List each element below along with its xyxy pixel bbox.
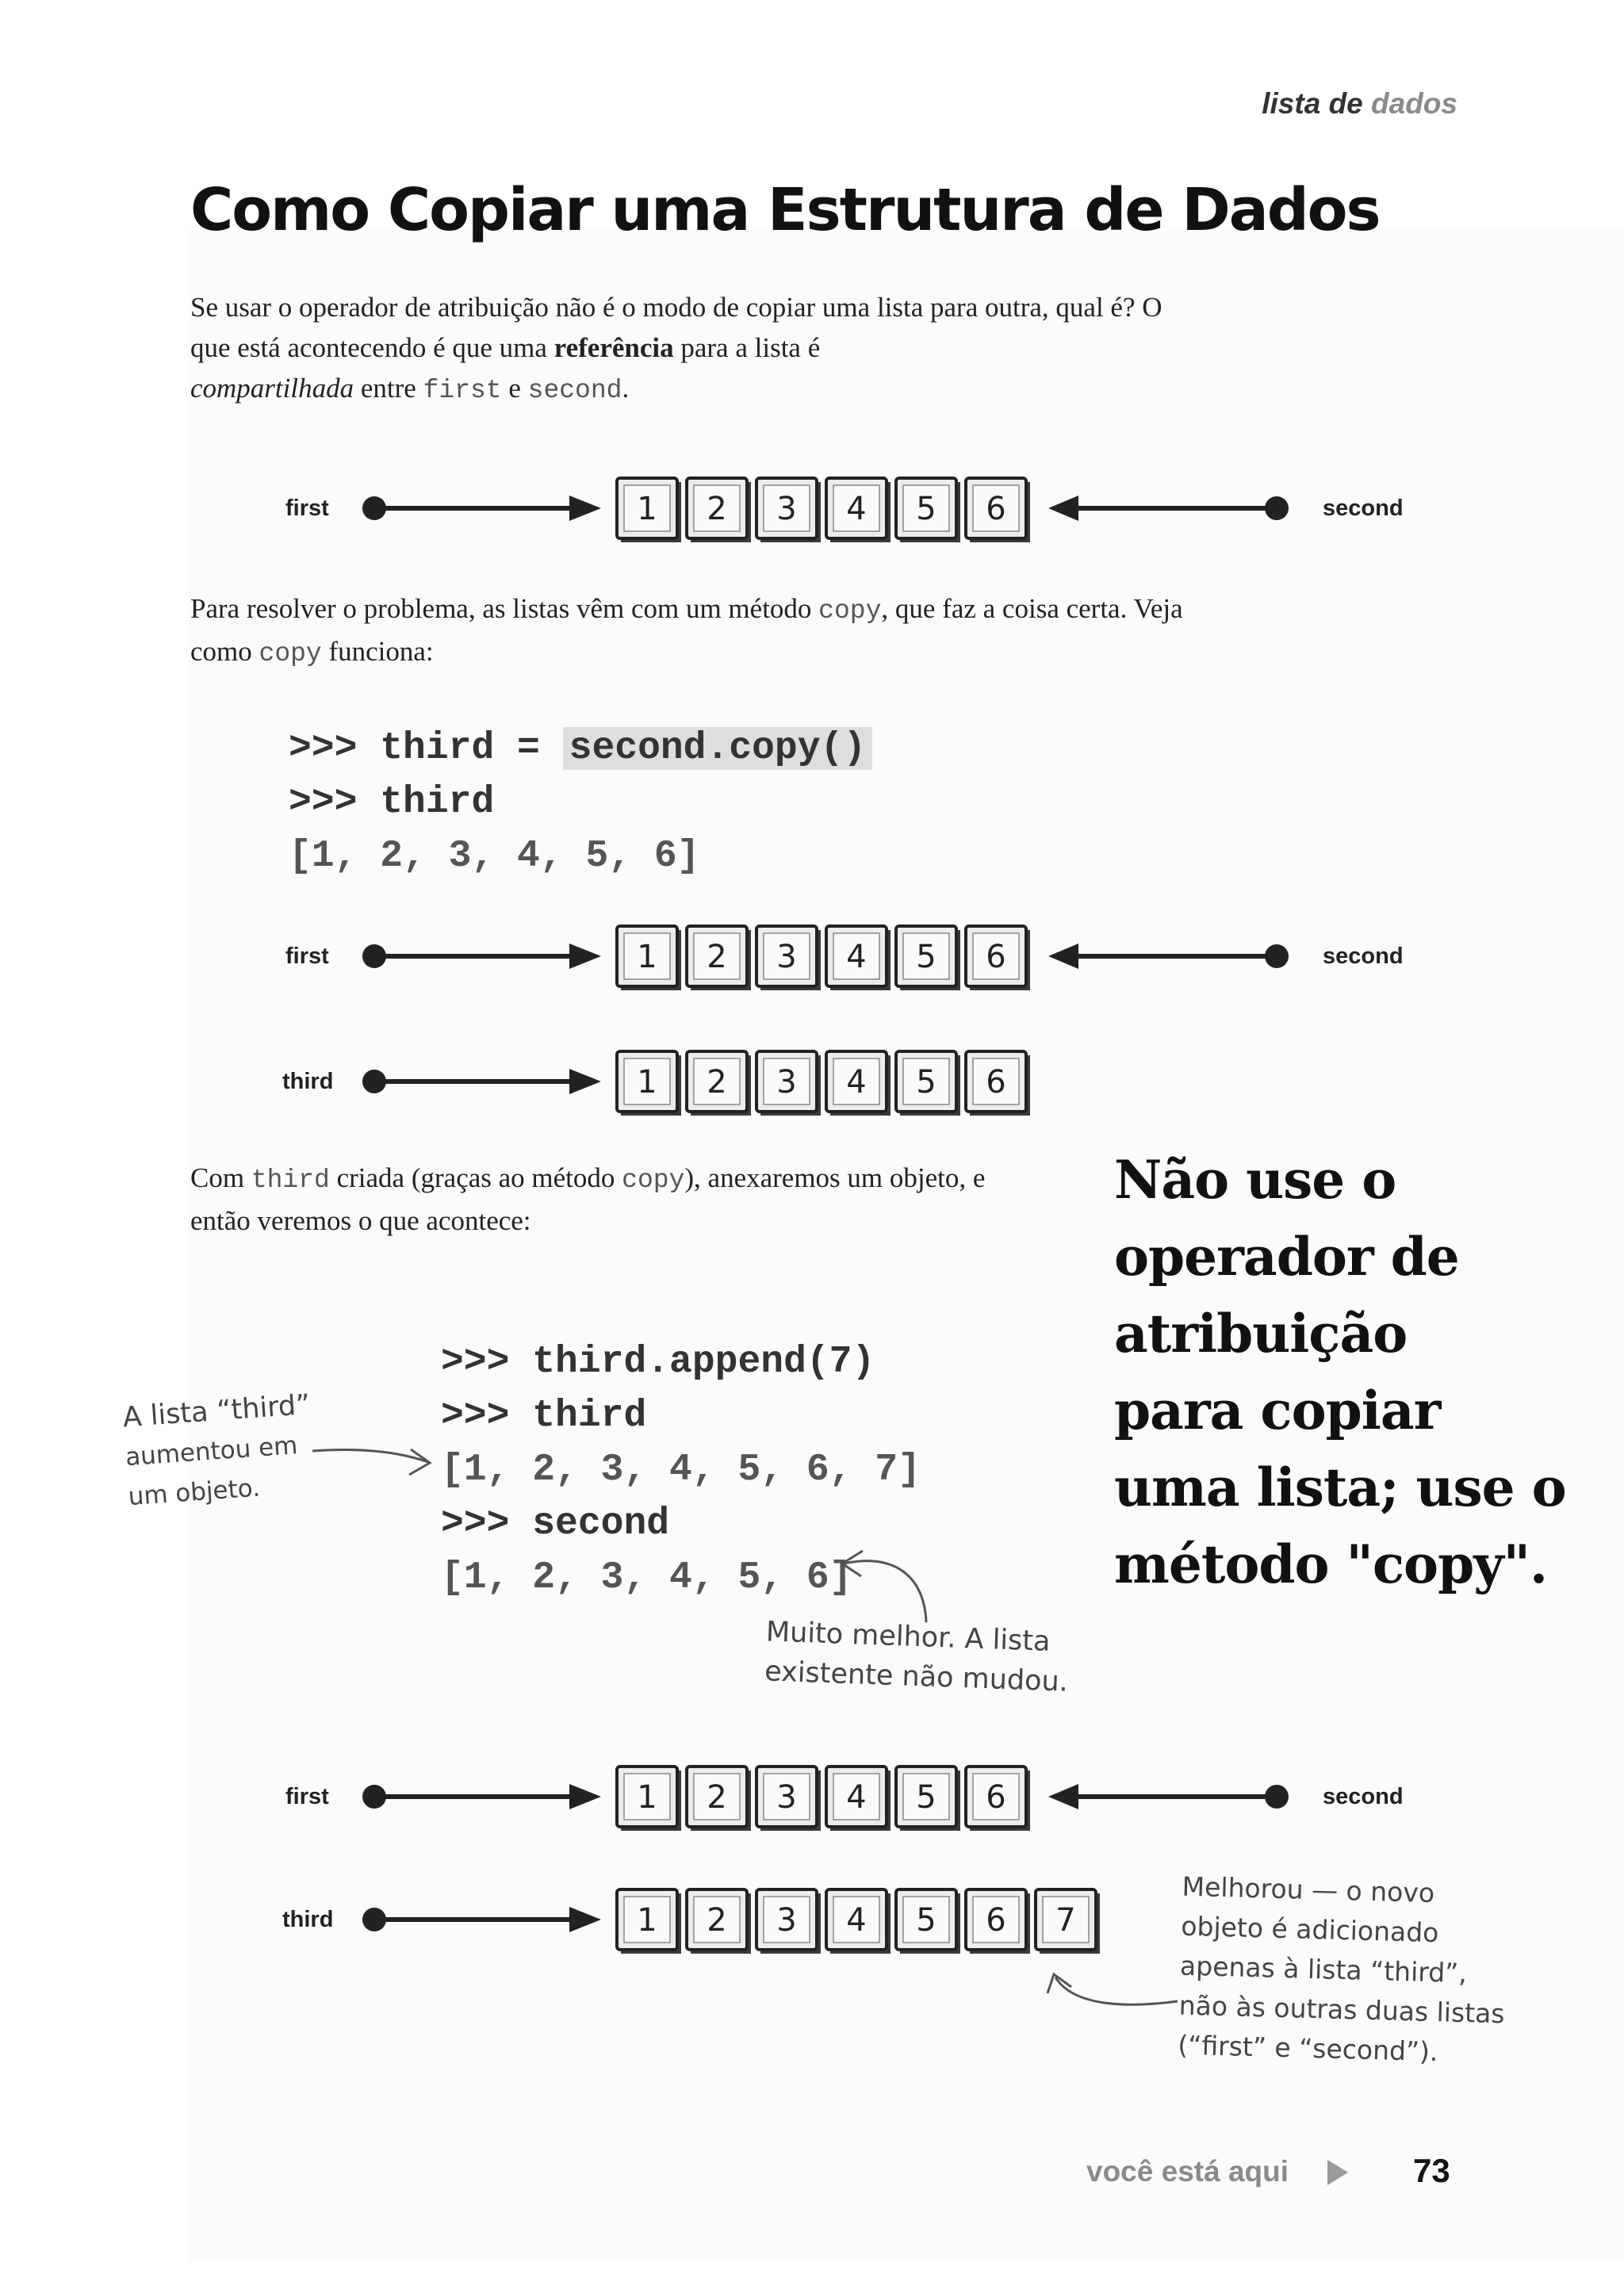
callout-line: operador de	[1114, 1226, 1459, 1288]
list-cell	[966, 1767, 1030, 1831]
list-cell-value: 2	[707, 939, 727, 975]
list-cell-value: 2	[707, 491, 727, 527]
list-cell	[617, 478, 681, 542]
second-pointer-dot	[1265, 496, 1289, 520]
list-cell	[826, 1889, 891, 1954]
list-cell-value: 4	[846, 939, 867, 975]
note-better	[1178, 1867, 1508, 2074]
list-cell	[966, 1051, 1030, 1116]
list-cell-value: 5	[916, 939, 936, 975]
intro-text-5: .	[622, 373, 630, 404]
list-cell-value: 4	[846, 491, 867, 527]
list-cell	[617, 1767, 681, 1831]
highlighted-copy-call: second.copy()	[563, 727, 872, 770]
append-code-1: third	[251, 1166, 330, 1195]
intro-paragraph	[190, 287, 1174, 411]
callout-line: para copiar	[1114, 1380, 1441, 1441]
note-line: apenas à lista “third”,	[1179, 1950, 1468, 1989]
third-arrow-head	[569, 1069, 601, 1094]
list-cell	[756, 478, 821, 542]
list-cell-value: 1	[637, 1064, 657, 1101]
list-cell	[756, 1051, 821, 1116]
list-cell	[826, 926, 891, 990]
list-cell-value: 2	[707, 1902, 727, 1939]
list-cell	[896, 1889, 960, 1954]
intro-bold-term: referência	[553, 332, 674, 363]
diagram-after-append-shared	[270, 1760, 1443, 1839]
note-line: não às outras duas listas	[1178, 1989, 1506, 2030]
second-pointer-dot	[1265, 1785, 1289, 1809]
append-paragraph	[190, 1158, 1047, 1241]
label-third: third	[282, 1069, 334, 1094]
append-text-1: Com	[190, 1162, 245, 1193]
label-first: first	[285, 1784, 329, 1809]
intro-text-1: Se usar o operador de atribuição não é o modo de copiar uma lista para outra, qual é? O que está acontecendo é que uma	[190, 292, 1162, 363]
first-arrow-head	[569, 944, 601, 969]
list-cell	[966, 926, 1030, 990]
list-cell	[966, 478, 1030, 542]
code-line: >>> third.append(7)	[441, 1341, 875, 1384]
list-cell-value: 6	[986, 1902, 1006, 1939]
list-cell	[826, 1051, 891, 1116]
intro-text-2: para a lista é	[680, 332, 821, 363]
note-existing-unchanged	[764, 1612, 1070, 1702]
list-cell-value: 3	[776, 1064, 797, 1101]
first-arrow-head	[569, 496, 601, 521]
list-cell-value: 3	[776, 1779, 797, 1816]
list-cell-value: 1	[637, 1779, 657, 1816]
copy-text-3: funciona:	[328, 636, 434, 667]
label-first: first	[285, 944, 329, 969]
note-line: aumentou em	[124, 1431, 299, 1472]
list-cell	[617, 1889, 681, 1954]
list-cell	[687, 1051, 751, 1116]
note-line: A lista “third”	[121, 1388, 312, 1434]
label-third: third	[282, 1907, 334, 1932]
list-cell-value: 1	[637, 939, 657, 975]
diagram-shared-list	[270, 472, 1443, 551]
header-section-dark: lista de	[1262, 87, 1363, 120]
list-cell	[826, 1767, 891, 1831]
code-line: >>> third	[289, 781, 495, 824]
list-cell	[617, 1051, 681, 1116]
list-cell	[896, 926, 960, 990]
note-line: existente não mudou.	[764, 1656, 1069, 1698]
label-second: second	[1323, 1784, 1404, 1809]
list-cell-value: 6	[986, 939, 1006, 975]
list-cell-value: 1	[637, 491, 657, 527]
callout-line: atribuição	[1114, 1303, 1408, 1365]
list-cell-value: 6	[986, 1064, 1006, 1101]
list-cell	[687, 1889, 751, 1954]
list-cell	[1036, 1889, 1100, 1954]
list-cell-value: 5	[916, 1064, 936, 1101]
note-arrow-bottom	[1043, 1958, 1182, 2022]
list-cell-value: 5	[916, 491, 936, 527]
list-cell	[756, 926, 821, 990]
append-text-3: ), anexaremos um objeto, e então veremos o que acontece:	[190, 1162, 986, 1236]
list-cell-value: 1	[637, 1902, 657, 1939]
label-first: first	[285, 496, 329, 521]
intro-text-4: e	[508, 373, 521, 404]
code-line: >>> third	[441, 1395, 647, 1437]
first-arrow-head	[569, 1784, 601, 1809]
shared-list-cells	[617, 1767, 1030, 1831]
list-cell-value: 3	[776, 939, 797, 975]
label-second: second	[1323, 496, 1404, 521]
append-text-2: criada (graças ao método	[336, 1162, 615, 1193]
copy-code-1: copy	[818, 596, 882, 626]
list-cell-value: 4	[846, 1064, 867, 1101]
shared-list-cells	[617, 926, 1030, 990]
page-title: Como Copiar uma Estrutura de Dados	[190, 176, 1380, 244]
footer-you-are-here: você está aqui	[1086, 2155, 1289, 2188]
intro-code-first: first	[423, 376, 502, 405]
list-cell	[826, 478, 891, 542]
note-third-grew	[121, 1385, 317, 1517]
list-cell	[896, 1767, 960, 1831]
list-cell-value: 7	[1055, 1902, 1076, 1939]
append-code-2: copy	[622, 1166, 685, 1195]
footer-triangle-icon	[1326, 2158, 1350, 2187]
running-header	[1262, 87, 1457, 121]
list-cell-value: 2	[707, 1064, 727, 1101]
note-arrow-left	[309, 1435, 444, 1491]
callout-text	[1114, 1142, 1566, 1603]
intro-text-3: entre	[360, 373, 416, 404]
list-cell	[756, 1767, 821, 1831]
third-list-cells	[617, 1051, 1030, 1116]
page-number: 73	[1413, 2152, 1450, 2189]
code-output: [1, 2, 3, 4, 5, 6]	[441, 1556, 852, 1599]
list-cell-value: 2	[707, 1779, 727, 1816]
note-line: Melhorou — o novo	[1182, 1870, 1435, 1908]
shared-list-cells	[617, 478, 1030, 542]
label-second: second	[1323, 944, 1404, 969]
list-cell-value: 5	[916, 1902, 936, 1939]
code-line	[289, 722, 872, 775]
list-cell	[896, 1051, 960, 1116]
list-cell	[687, 1767, 751, 1831]
header-section-light: dados	[1371, 87, 1457, 120]
note-line: objeto é adicionado	[1180, 1910, 1439, 1949]
second-pointer-dot	[1265, 944, 1289, 968]
list-cell	[687, 926, 751, 990]
code-output: [1, 2, 3, 4, 5, 6]	[289, 835, 700, 878]
callout-line: método "copy".	[1114, 1533, 1547, 1595]
page-footer	[1086, 2150, 1459, 2198]
callout-line: Não use o	[1114, 1149, 1396, 1211]
list-cell-value: 3	[776, 491, 797, 527]
intro-italic-term: compartilhada	[190, 373, 354, 404]
code-output: [1, 2, 3, 4, 5, 6, 7]	[441, 1449, 921, 1491]
list-cell-value: 3	[776, 1902, 797, 1939]
list-cell	[617, 926, 681, 990]
copy-code-2: copy	[259, 639, 322, 668]
code-block-copy	[289, 722, 872, 883]
third-arrow-head	[569, 1907, 601, 1932]
note-line: Muito melhor. A lista	[765, 1616, 1051, 1658]
callout-line: uma lista; use o	[1114, 1457, 1566, 1518]
list-cell-value: 4	[846, 1779, 867, 1816]
code-line: >>> second	[441, 1503, 670, 1545]
note-line: um objeto.	[127, 1473, 262, 1512]
list-cell-value: 6	[986, 491, 1006, 527]
copy-paragraph	[190, 588, 1237, 674]
copy-text-2: , que faz a coisa certa. Veja como	[190, 593, 1183, 667]
diagram-after-copy-shared	[270, 920, 1443, 999]
intro-code-second: second	[527, 376, 622, 405]
note-line: (“first” e “second”).	[1177, 2029, 1438, 2068]
copy-text-1: Para resolver o problema, as listas vêm com um método	[190, 593, 812, 624]
diagram-after-copy-third	[270, 1045, 1443, 1124]
list-cell-value: 5	[916, 1779, 936, 1816]
list-cell-value: 6	[986, 1779, 1006, 1816]
list-cell-value: 4	[846, 1902, 867, 1939]
code-prompt: >>> third =	[289, 727, 563, 770]
third-list-cells-appended	[617, 1889, 1100, 1954]
list-cell	[896, 478, 960, 542]
list-cell	[966, 1889, 1030, 1954]
list-cell	[687, 478, 751, 542]
list-cell	[756, 1889, 821, 1954]
